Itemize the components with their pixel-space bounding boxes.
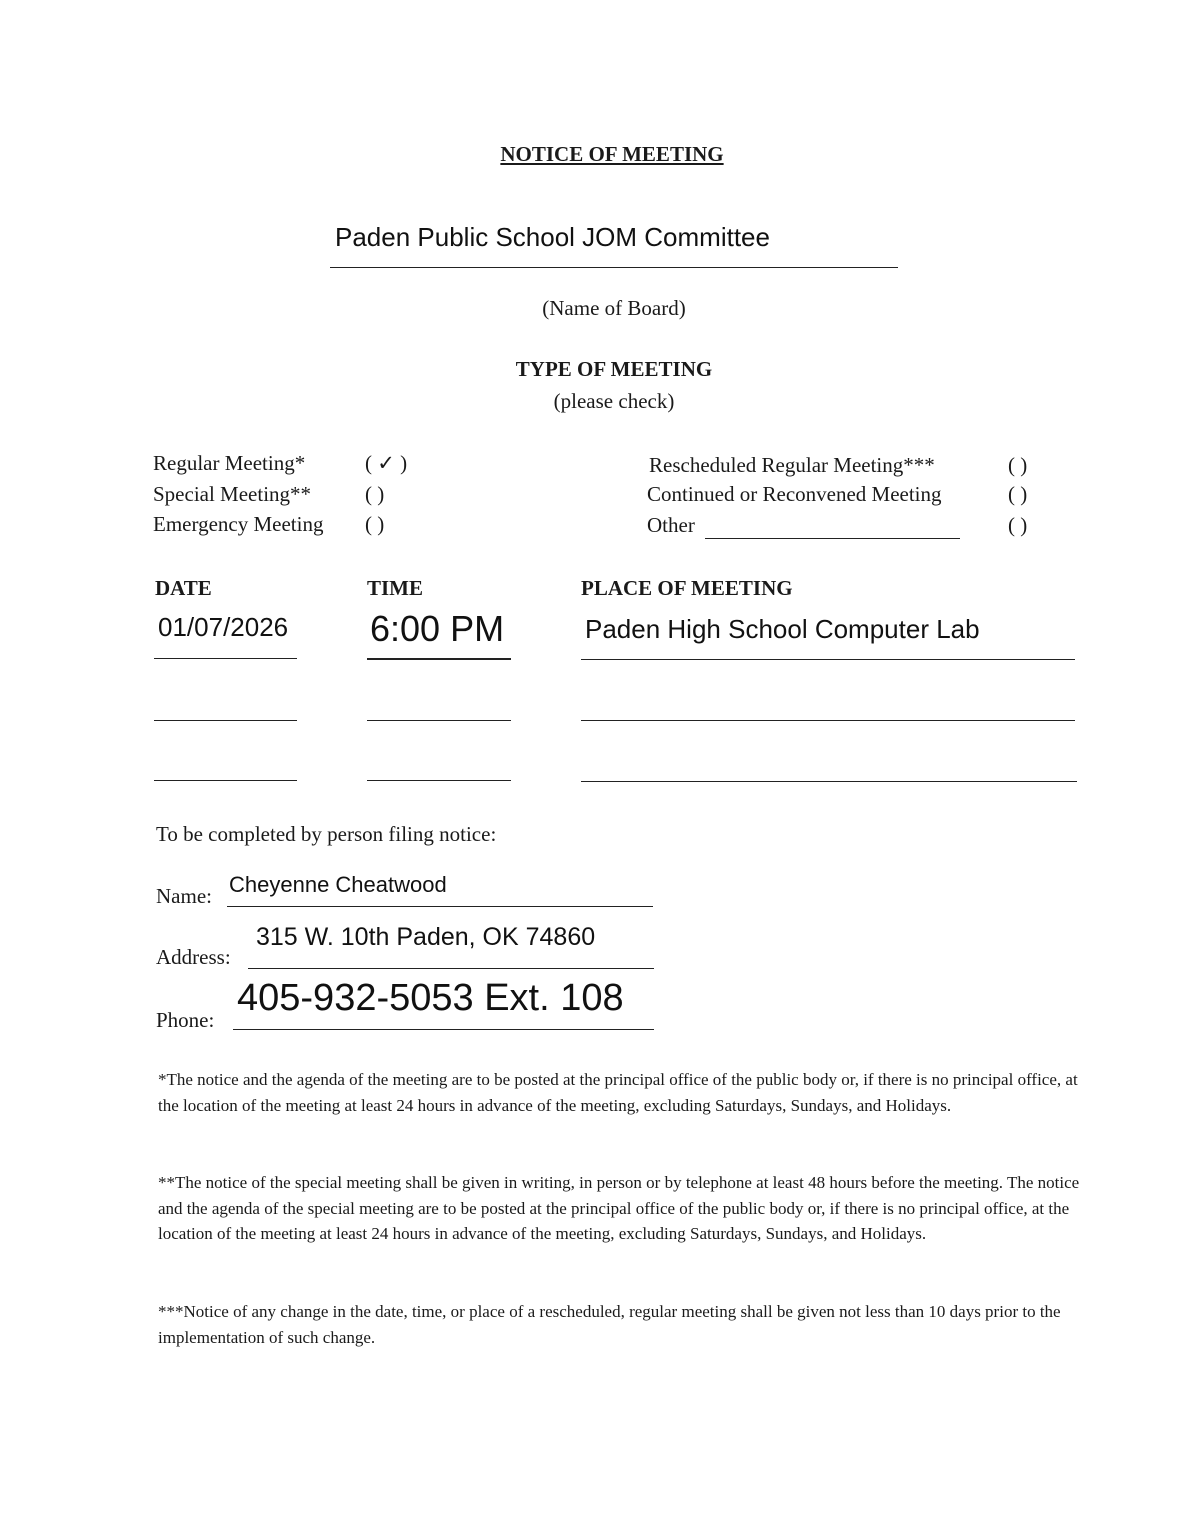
place-value[interactable]: Paden High School Computer Lab <box>585 614 980 644</box>
footnote-rescheduled: ***Notice of any change in the date, time, or place of a rescheduled, regular meeting shall be given not less than 10 days prior to the implementation of such change. <box>158 1302 1061 1347</box>
filer-address-line <box>248 968 654 969</box>
option-regular-meeting-label: Regular Meeting* <box>153 451 306 475</box>
place-heading: PLACE OF MEETING <box>581 576 793 600</box>
date-value[interactable]: 01/07/2026 <box>158 612 289 642</box>
option-special-meeting-checkbox[interactable]: ( ) <box>365 482 385 506</box>
option-emergency-meeting-label: Emergency Meeting <box>153 512 324 536</box>
option-other-label: Other <box>647 513 695 537</box>
option-rescheduled-meeting-label: Rescheduled Regular Meeting*** <box>649 453 935 477</box>
footnote-special: **The notice of the special meeting shall be given in writing, in person or by telephone at least 48 hours before the meeting. The notice and the agenda of the special meeting are to be posted at the principal office of the public body or, if there is no principal office, at the location of the meeting at least 24 hours in advance of the meeting, excluding Saturdays, Sundays, and Holidays. <box>158 1173 1080 1243</box>
filer-phone-value[interactable]: 405-932-5053 Ext. 108 <box>237 977 624 1019</box>
option-other-checkbox[interactable]: ( ) <box>1008 513 1028 537</box>
option-rescheduled-meeting-checkbox[interactable]: ( ) <box>1008 453 1028 477</box>
date-line <box>154 658 297 659</box>
time-line <box>367 658 511 660</box>
option-regular-meeting-checkbox[interactable]: ( ✓ ) <box>365 451 408 475</box>
filer-name-value[interactable]: Cheyenne Cheatwood <box>229 872 447 897</box>
board-name-value[interactable]: Paden Public School JOM Committee <box>335 222 770 252</box>
time-line-blank[interactable] <box>367 780 511 781</box>
time-value[interactable]: 6:00 PM <box>370 608 505 649</box>
time-line-blank[interactable] <box>367 720 511 721</box>
page-title: NOTICE OF MEETING <box>500 142 724 166</box>
filer-name-label: Name: <box>156 884 212 908</box>
option-continued-meeting-label: Continued or Reconvened Meeting <box>647 482 942 506</box>
board-name-caption: (Name of Board) <box>542 296 686 320</box>
time-heading: TIME <box>367 576 424 600</box>
date-line-blank[interactable] <box>154 780 297 781</box>
filer-intro: To be completed by person filing notice: <box>156 822 497 846</box>
board-name-line <box>330 267 898 268</box>
date-heading: DATE <box>155 576 212 600</box>
filer-address-value[interactable]: 315 W. 10th Paden, OK 74860 <box>256 923 596 951</box>
meeting-type-instruction: (please check) <box>553 389 675 413</box>
option-other-line[interactable] <box>705 538 960 539</box>
filer-name-line <box>227 906 653 907</box>
place-line <box>581 659 1075 660</box>
place-line-blank[interactable] <box>581 720 1075 721</box>
date-line-blank[interactable] <box>154 720 297 721</box>
option-special-meeting-label: Special Meeting** <box>153 482 312 506</box>
option-continued-meeting-checkbox[interactable]: ( ) <box>1008 482 1028 506</box>
place-line-blank[interactable] <box>581 781 1077 782</box>
filer-phone-label: Phone: <box>156 1008 215 1032</box>
option-emergency-meeting-checkbox[interactable]: ( ) <box>365 512 385 536</box>
filer-phone-line <box>233 1029 654 1030</box>
footnote-regular: *The notice and the agenda of the meeting are to be posted at the principal office of the public body or, if there is no principal office, at the location of the meeting at least 24 hours in advance of the meeting, excluding Saturdays, Sundays, and Holidays. <box>158 1070 1078 1115</box>
meeting-type-heading: TYPE OF MEETING <box>515 357 713 381</box>
filer-address-label: Address: <box>156 945 231 969</box>
